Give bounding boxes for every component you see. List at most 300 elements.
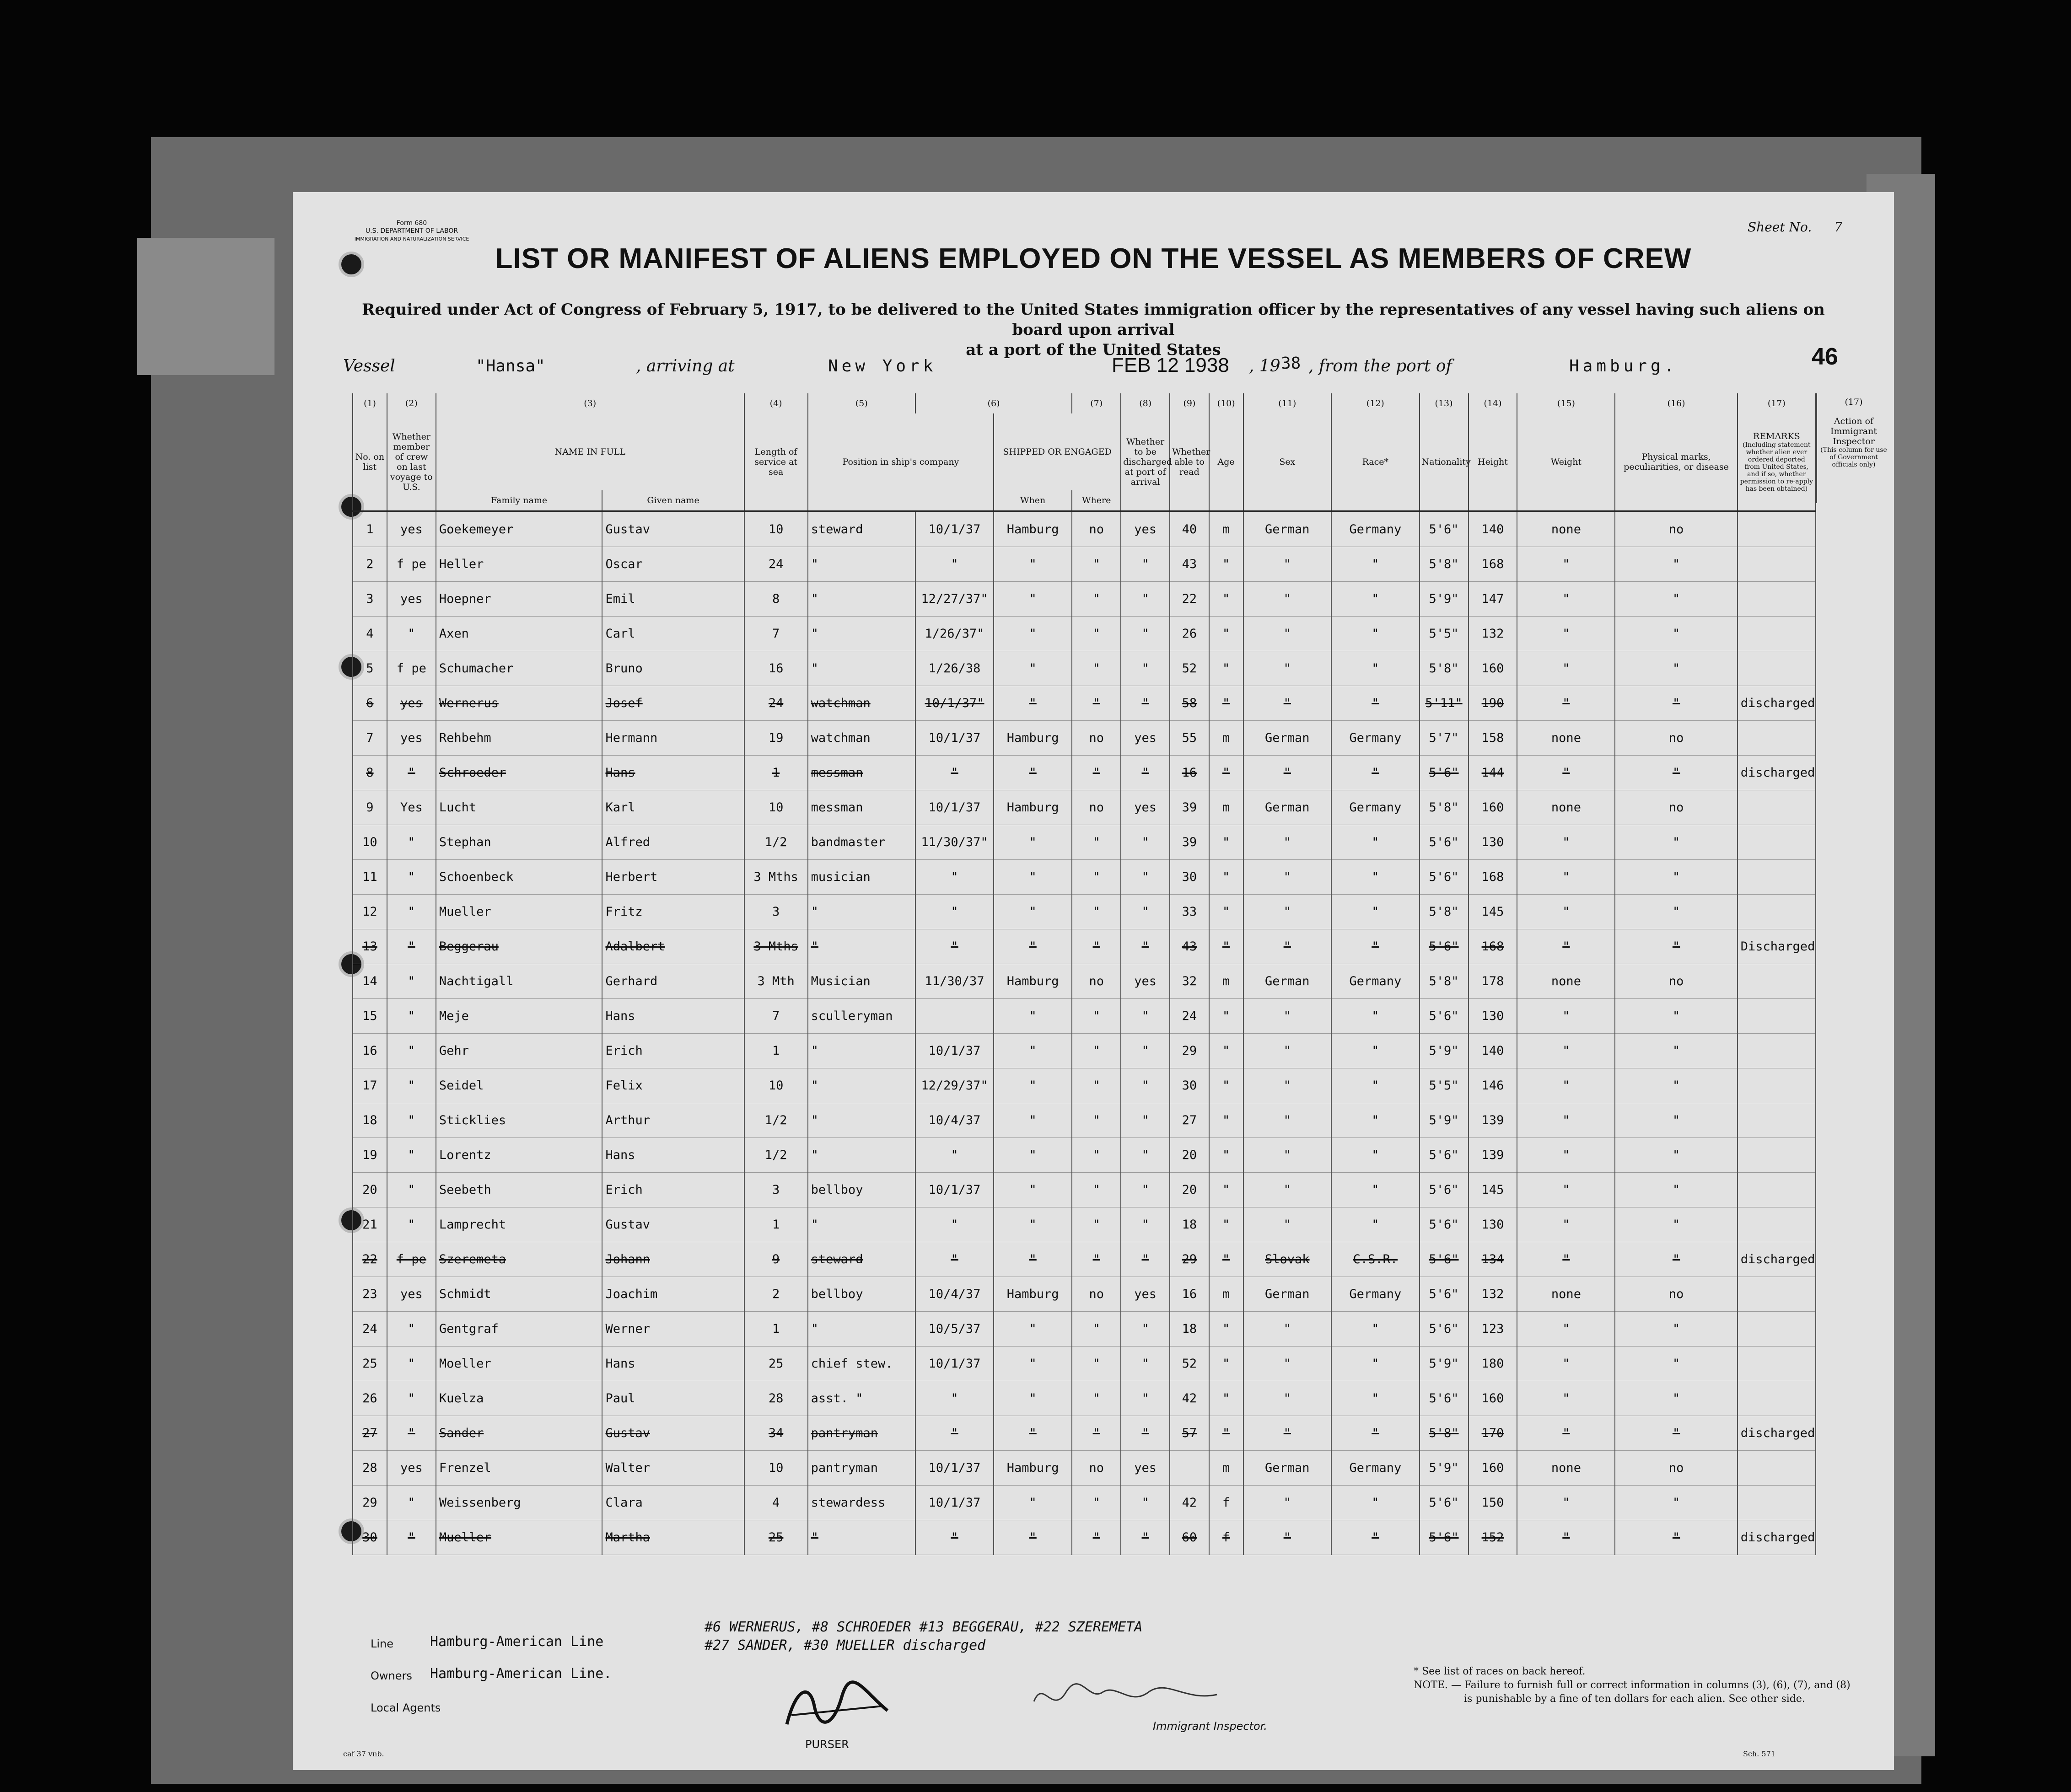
cell-disch: " bbox=[1072, 1486, 1121, 1520]
cell-when: 10/1/37 bbox=[915, 511, 994, 547]
cell-physical: none bbox=[1517, 964, 1615, 999]
cell-disch: no bbox=[1072, 721, 1121, 756]
cell-sex: m bbox=[1209, 790, 1243, 825]
cell-no: 20 bbox=[353, 1173, 387, 1207]
cell-sex: " bbox=[1209, 756, 1243, 790]
page-number: 46 bbox=[1812, 343, 1838, 370]
cell-member: " bbox=[387, 1381, 436, 1416]
cell-weight: 178 bbox=[1469, 964, 1517, 999]
cell-family: Schroeder bbox=[436, 756, 602, 790]
cell-member: yes bbox=[387, 511, 436, 547]
cell-height: 5'9" bbox=[1420, 1034, 1469, 1068]
cell-service: 1 bbox=[744, 756, 808, 790]
line-value: Hamburg-American Line bbox=[430, 1634, 604, 1650]
table-row bbox=[353, 860, 1816, 895]
cell-age: 32 bbox=[1170, 964, 1209, 999]
cell-given: Felix bbox=[602, 1068, 744, 1103]
cell-disch: " bbox=[1072, 1068, 1121, 1103]
cell-when: 11/30/37" bbox=[915, 825, 994, 860]
cell-when: 10/1/37 bbox=[915, 1486, 994, 1520]
cell-disch: " bbox=[1072, 1207, 1121, 1242]
cell-when bbox=[915, 999, 994, 1034]
cell-when: 10/1/37 bbox=[915, 1173, 994, 1207]
cell-read: yes bbox=[1121, 721, 1170, 756]
cell-action: discharged bbox=[1737, 756, 1816, 790]
cell-action bbox=[1737, 999, 1816, 1034]
cell-no: 7 bbox=[353, 721, 387, 756]
cell-remarks: " bbox=[1615, 756, 1737, 790]
cell-no: 17 bbox=[353, 1068, 387, 1103]
cell-service: 28 bbox=[744, 1381, 808, 1416]
cell-where: Hamburg bbox=[994, 1277, 1072, 1312]
cell-physical: " bbox=[1517, 582, 1615, 617]
cell-no: 9 bbox=[353, 790, 387, 825]
owners-value: Hamburg-American Line. bbox=[430, 1666, 612, 1682]
cell-physical: " bbox=[1517, 1520, 1615, 1555]
table-row bbox=[353, 1520, 1816, 1555]
col-age: Age bbox=[1209, 413, 1243, 511]
cell-service: 7 bbox=[744, 617, 808, 651]
cell-family: Schumacher bbox=[436, 651, 602, 686]
cell-given: Carl bbox=[602, 617, 744, 651]
table-row bbox=[353, 1312, 1816, 1347]
cell-sex: m bbox=[1209, 1451, 1243, 1486]
cell-read: " bbox=[1121, 547, 1170, 582]
cell-action bbox=[1737, 1207, 1816, 1242]
cell-family: Rehbehm bbox=[436, 721, 602, 756]
cell-nationality: " bbox=[1331, 1173, 1420, 1207]
cell-sex: " bbox=[1209, 547, 1243, 582]
cell-remarks: " bbox=[1615, 1138, 1737, 1173]
cell-remarks: " bbox=[1615, 860, 1737, 895]
col-race: Race* bbox=[1331, 413, 1420, 511]
cell-member: " bbox=[387, 1173, 436, 1207]
cell-disch: " bbox=[1072, 1381, 1121, 1416]
cell-nationality: " bbox=[1331, 1486, 1420, 1520]
cell-member: " bbox=[387, 860, 436, 895]
cell-nationality: " bbox=[1331, 547, 1420, 582]
cell-weight: 150 bbox=[1469, 1486, 1517, 1520]
cell-race: Slovak bbox=[1243, 1242, 1332, 1277]
cell-given: Hans bbox=[602, 999, 744, 1034]
cell-race: German bbox=[1243, 1451, 1332, 1486]
cell-when: " bbox=[915, 1381, 994, 1416]
cell-physical: " bbox=[1517, 1103, 1615, 1138]
cell-position: steward bbox=[808, 511, 915, 547]
cell-when: 12/29/37" bbox=[915, 1068, 994, 1103]
cell-remarks: " bbox=[1615, 686, 1737, 721]
cell-no: 14 bbox=[353, 964, 387, 999]
cell-action bbox=[1737, 511, 1816, 547]
cell-disch: " bbox=[1072, 1173, 1121, 1207]
cell-no: 10 bbox=[353, 825, 387, 860]
cell-when: 10/1/37 bbox=[915, 790, 994, 825]
form-number: Form 680 bbox=[396, 220, 427, 227]
cell-weight: 132 bbox=[1469, 1277, 1517, 1312]
cell-given: Herbert bbox=[602, 860, 744, 895]
cell-family: Kuelza bbox=[436, 1381, 602, 1416]
cell-read: " bbox=[1121, 617, 1170, 651]
cell-read: " bbox=[1121, 1068, 1170, 1103]
cell-weight: 130 bbox=[1469, 1207, 1517, 1242]
cell-where: " bbox=[994, 1207, 1072, 1242]
table-row bbox=[353, 1034, 1816, 1068]
cell-where: " bbox=[994, 1068, 1072, 1103]
cell-race: German bbox=[1243, 511, 1332, 547]
cell-member: f pe bbox=[387, 547, 436, 582]
cell-age: 29 bbox=[1170, 1242, 1209, 1277]
cell-weight: 170 bbox=[1469, 1416, 1517, 1451]
cell-position: " bbox=[808, 1312, 915, 1347]
cell-sex: " bbox=[1209, 1381, 1243, 1416]
cell-when: 10/1/37 bbox=[915, 1451, 994, 1486]
cell-sex: " bbox=[1209, 1312, 1243, 1347]
cell-disch: " bbox=[1072, 860, 1121, 895]
cell-nationality: " bbox=[1331, 1381, 1420, 1416]
cell-disch: " bbox=[1072, 582, 1121, 617]
cell-when: 10/1/37 bbox=[915, 721, 994, 756]
year-suffix: 38 bbox=[1281, 354, 1301, 373]
table-row bbox=[353, 1451, 1816, 1486]
cell-member: " bbox=[387, 825, 436, 860]
cell-read: " bbox=[1121, 1034, 1170, 1068]
cell-where: Hamburg bbox=[994, 964, 1072, 999]
table-row bbox=[353, 1103, 1816, 1138]
cell-race: " bbox=[1243, 756, 1332, 790]
cell-read: " bbox=[1121, 1486, 1170, 1520]
fine-note: NOTE. — Failure to furnish full or correct information in columns (3), (6), (7), and (8) bbox=[1414, 1679, 1850, 1691]
cell-weight: 180 bbox=[1469, 1347, 1517, 1381]
cell-remarks: " bbox=[1615, 1347, 1737, 1381]
cell-age bbox=[1170, 1451, 1209, 1486]
cell-member: " bbox=[387, 999, 436, 1034]
cell-where: " bbox=[994, 825, 1072, 860]
cell-read: " bbox=[1121, 1173, 1170, 1207]
cell-weight: 140 bbox=[1469, 1034, 1517, 1068]
cell-age: 39 bbox=[1170, 825, 1209, 860]
col-name: NAME IN FULL bbox=[436, 413, 744, 490]
cell-no: 29 bbox=[353, 1486, 387, 1520]
cell-where: " bbox=[994, 1242, 1072, 1277]
sheet-number: Sheet No. 7 bbox=[1748, 220, 1843, 235]
cell-nationality: " bbox=[1331, 929, 1420, 964]
crew-manifest-table bbox=[352, 393, 1816, 1555]
cell-read: yes bbox=[1121, 1277, 1170, 1312]
cell-race: German bbox=[1243, 790, 1332, 825]
cell-where: " bbox=[994, 651, 1072, 686]
cell-given: Hans bbox=[602, 1347, 744, 1381]
cell-where: " bbox=[994, 582, 1072, 617]
cell-given: Hermann bbox=[602, 721, 744, 756]
col-discharged: Whether to be discharged at port of arrival bbox=[1121, 413, 1170, 511]
department-header bbox=[339, 220, 485, 243]
cell-where: Hamburg bbox=[994, 721, 1072, 756]
cell-remarks: " bbox=[1615, 1173, 1737, 1207]
cell-when: " bbox=[915, 929, 994, 964]
cell-physical: " bbox=[1517, 1416, 1615, 1451]
table-row bbox=[353, 1347, 1816, 1381]
cell-sex: " bbox=[1209, 1416, 1243, 1451]
cell-race: " bbox=[1243, 999, 1332, 1034]
cell-when: 10/4/37 bbox=[915, 1277, 994, 1312]
cell-position: " bbox=[808, 617, 915, 651]
table-row bbox=[353, 1486, 1816, 1520]
cell-height: 5'5" bbox=[1420, 617, 1469, 651]
cell-member: yes bbox=[387, 721, 436, 756]
cell-where: " bbox=[994, 929, 1072, 964]
cell-when: " bbox=[915, 1520, 994, 1555]
cell-action bbox=[1737, 1034, 1816, 1068]
cell-position: " bbox=[808, 582, 915, 617]
cell-height: 5'6" bbox=[1420, 860, 1469, 895]
cell-member: " bbox=[387, 1486, 436, 1520]
cell-when: 10/4/37 bbox=[915, 1103, 994, 1138]
cell-sex: m bbox=[1209, 1277, 1243, 1312]
cell-age: 42 bbox=[1170, 1381, 1209, 1416]
cell-disch: " bbox=[1072, 825, 1121, 860]
cell-no: 16 bbox=[353, 1034, 387, 1068]
cell-sex: " bbox=[1209, 999, 1243, 1034]
cell-nationality: Germany bbox=[1331, 1451, 1420, 1486]
cell-remarks: " bbox=[1615, 1034, 1737, 1068]
cell-race: German bbox=[1243, 1277, 1332, 1312]
cell-where: " bbox=[994, 1381, 1072, 1416]
cell-nationality: " bbox=[1331, 1520, 1420, 1555]
cell-physical: " bbox=[1517, 1242, 1615, 1277]
cell-position: messman bbox=[808, 790, 915, 825]
cell-physical: none bbox=[1517, 1277, 1615, 1312]
cell-given: Hans bbox=[602, 756, 744, 790]
column-header-row bbox=[353, 413, 1816, 490]
table-row bbox=[353, 964, 1816, 999]
cell-position: watchman bbox=[808, 686, 915, 721]
cell-family: Mueller bbox=[436, 1520, 602, 1555]
cell-sex: " bbox=[1209, 617, 1243, 651]
cell-disch: " bbox=[1072, 1034, 1121, 1068]
cell-race: " bbox=[1243, 651, 1332, 686]
cell-race: German bbox=[1243, 721, 1332, 756]
cell-service: 10 bbox=[744, 790, 808, 825]
cell-family: Gentgraf bbox=[436, 1312, 602, 1347]
col-when: When bbox=[994, 490, 1072, 511]
cell-where: " bbox=[994, 547, 1072, 582]
cell-given: Erich bbox=[602, 1034, 744, 1068]
cell-weight: 160 bbox=[1469, 651, 1517, 686]
cell-where: " bbox=[994, 860, 1072, 895]
col-height: Height bbox=[1469, 413, 1517, 511]
cell-position: " bbox=[808, 651, 915, 686]
cell-age: 33 bbox=[1170, 895, 1209, 929]
cell-given: Arthur bbox=[602, 1103, 744, 1138]
page-title: LIST OR MANIFEST OF ALIENS EMPLOYED ON THE VESSEL AS MEMBERS OF CREW bbox=[495, 243, 1692, 274]
cell-family: Hoepner bbox=[436, 582, 602, 617]
cell-weight: 144 bbox=[1469, 756, 1517, 790]
cell-remarks: " bbox=[1615, 825, 1737, 860]
cell-family: Seebeth bbox=[436, 1173, 602, 1207]
cell-read: yes bbox=[1121, 1451, 1170, 1486]
cell-physical: " bbox=[1517, 1034, 1615, 1068]
cell-when: 10/1/37" bbox=[915, 686, 994, 721]
cell-member: yes bbox=[387, 1451, 436, 1486]
cell-sex: m bbox=[1209, 721, 1243, 756]
vessel-name: "Hansa" bbox=[476, 357, 545, 376]
cell-no: 30 bbox=[353, 1520, 387, 1555]
cell-service: 3 Mths bbox=[744, 860, 808, 895]
cell-sex: f bbox=[1209, 1486, 1243, 1520]
cell-given: Paul bbox=[602, 1381, 744, 1416]
cell-service: 3 Mths bbox=[744, 929, 808, 964]
cell-when: " bbox=[915, 895, 994, 929]
cell-where: Hamburg bbox=[994, 790, 1072, 825]
cell-sex: " bbox=[1209, 1068, 1243, 1103]
races-note: * See list of races on back hereof. bbox=[1414, 1666, 1586, 1677]
cell-service: 1/2 bbox=[744, 1103, 808, 1138]
cell-action bbox=[1737, 1312, 1816, 1347]
cell-position: messman bbox=[808, 756, 915, 790]
table-row bbox=[353, 999, 1816, 1034]
cell-member: " bbox=[387, 1347, 436, 1381]
cell-given: Adalbert bbox=[602, 929, 744, 964]
cell-remarks: no bbox=[1615, 721, 1737, 756]
cell-when: " bbox=[915, 860, 994, 895]
cell-position: Musician bbox=[808, 964, 915, 999]
owners-label: Owners bbox=[371, 1669, 412, 1682]
cell-given: Hans bbox=[602, 1138, 744, 1173]
cell-read: " bbox=[1121, 1242, 1170, 1277]
cell-no: 8 bbox=[353, 756, 387, 790]
cell-member: " bbox=[387, 929, 436, 964]
cell-race: " bbox=[1243, 1520, 1332, 1555]
cell-age: 57 bbox=[1170, 1416, 1209, 1451]
cell-service: 24 bbox=[744, 547, 808, 582]
cell-where: " bbox=[994, 617, 1072, 651]
cell-no: 5 bbox=[353, 651, 387, 686]
cell-action bbox=[1737, 1381, 1816, 1416]
cell-nationality: " bbox=[1331, 1034, 1420, 1068]
cell-height: 5'8" bbox=[1420, 1416, 1469, 1451]
cell-family: Seidel bbox=[436, 1068, 602, 1103]
cell-physical: " bbox=[1517, 1068, 1615, 1103]
cell-where: " bbox=[994, 999, 1072, 1034]
cell-member: " bbox=[387, 617, 436, 651]
cell-no: 13 bbox=[353, 929, 387, 964]
cell-remarks: " bbox=[1615, 999, 1737, 1034]
cell-family: Sander bbox=[436, 1416, 602, 1451]
cell-given: Clara bbox=[602, 1486, 744, 1520]
cell-service: 4 bbox=[744, 1486, 808, 1520]
cell-when: " bbox=[915, 756, 994, 790]
cell-family: Mueller bbox=[436, 895, 602, 929]
cell-height: 5'5" bbox=[1420, 1068, 1469, 1103]
cell-when: 1/26/37" bbox=[915, 617, 994, 651]
cell-no: 23 bbox=[353, 1277, 387, 1312]
cell-when: " bbox=[915, 1207, 994, 1242]
cell-disch: " bbox=[1072, 547, 1121, 582]
cell-height: 5'6" bbox=[1420, 1173, 1469, 1207]
cell-read: " bbox=[1121, 1347, 1170, 1381]
cell-action bbox=[1737, 721, 1816, 756]
cell-no: 24 bbox=[353, 1312, 387, 1347]
cell-height: 5'9" bbox=[1420, 1451, 1469, 1486]
cell-sex: " bbox=[1209, 1173, 1243, 1207]
col-member: Whether member of crew on last voyage to U.S. bbox=[387, 413, 436, 511]
cell-remarks: no bbox=[1615, 1277, 1737, 1312]
cell-position: " bbox=[808, 1207, 915, 1242]
col-position: Position in ship's company bbox=[808, 413, 994, 511]
cell-sex: " bbox=[1209, 895, 1243, 929]
cell-position: " bbox=[808, 1034, 915, 1068]
cell-weight: 130 bbox=[1469, 999, 1517, 1034]
cell-height: 5'6" bbox=[1420, 1486, 1469, 1520]
cell-race: German bbox=[1243, 964, 1332, 999]
cell-service: 7 bbox=[744, 999, 808, 1034]
cell-remarks: " bbox=[1615, 1103, 1737, 1138]
cell-action: discharged bbox=[1737, 686, 1816, 721]
cell-disch: " bbox=[1072, 999, 1121, 1034]
cell-race: " bbox=[1243, 825, 1332, 860]
cell-action bbox=[1737, 860, 1816, 895]
table-row bbox=[353, 1381, 1816, 1416]
cell-family: Gehr bbox=[436, 1034, 602, 1068]
table-row bbox=[353, 582, 1816, 617]
cell-no: 25 bbox=[353, 1347, 387, 1381]
vessel-line bbox=[325, 343, 1862, 384]
cell-age: 60 bbox=[1170, 1520, 1209, 1555]
cell-position: bellboy bbox=[808, 1173, 915, 1207]
cell-weight: 146 bbox=[1469, 1068, 1517, 1103]
cell-disch: " bbox=[1072, 1520, 1121, 1555]
cell-sex: " bbox=[1209, 825, 1243, 860]
cell-nationality: Germany bbox=[1331, 511, 1420, 547]
cell-weight: 130 bbox=[1469, 825, 1517, 860]
cell-position: steward bbox=[808, 1242, 915, 1277]
cell-age: 52 bbox=[1170, 1347, 1209, 1381]
cell-sex: " bbox=[1209, 1034, 1243, 1068]
cell-age: 29 bbox=[1170, 1034, 1209, 1068]
cell-member: " bbox=[387, 1312, 436, 1347]
cell-action bbox=[1737, 617, 1816, 651]
table-row bbox=[353, 929, 1816, 964]
cell-weight: 160 bbox=[1469, 1381, 1517, 1416]
cell-physical: " bbox=[1517, 895, 1615, 929]
cell-read: " bbox=[1121, 582, 1170, 617]
cell-disch: " bbox=[1072, 1103, 1121, 1138]
cell-no: 15 bbox=[353, 999, 387, 1034]
cell-sex: " bbox=[1209, 1207, 1243, 1242]
cell-weight: 168 bbox=[1469, 860, 1517, 895]
cell-action: discharged bbox=[1737, 1416, 1816, 1451]
fine-note-2: is punishable by a fine of ten dollars for each alien. See other side. bbox=[1464, 1693, 1805, 1705]
cell-family: Sticklies bbox=[436, 1103, 602, 1138]
cell-member: yes bbox=[387, 686, 436, 721]
cell-physical: " bbox=[1517, 1173, 1615, 1207]
cell-weight: 160 bbox=[1469, 1451, 1517, 1486]
col-family-name: Family name bbox=[436, 490, 602, 511]
cell-where: " bbox=[994, 1103, 1072, 1138]
cell-race: " bbox=[1243, 686, 1332, 721]
cell-position: sculleryman bbox=[808, 999, 915, 1034]
cell-no: 27 bbox=[353, 1416, 387, 1451]
cell-family: Szeremeta bbox=[436, 1242, 602, 1277]
cell-no: 26 bbox=[353, 1381, 387, 1416]
cell-remarks: " bbox=[1615, 582, 1737, 617]
cell-read: " bbox=[1121, 929, 1170, 964]
cell-action bbox=[1737, 582, 1816, 617]
cell-age: 55 bbox=[1170, 721, 1209, 756]
cell-member: " bbox=[387, 1034, 436, 1068]
cell-nationality: " bbox=[1331, 1138, 1420, 1173]
cell-weight: 190 bbox=[1469, 686, 1517, 721]
